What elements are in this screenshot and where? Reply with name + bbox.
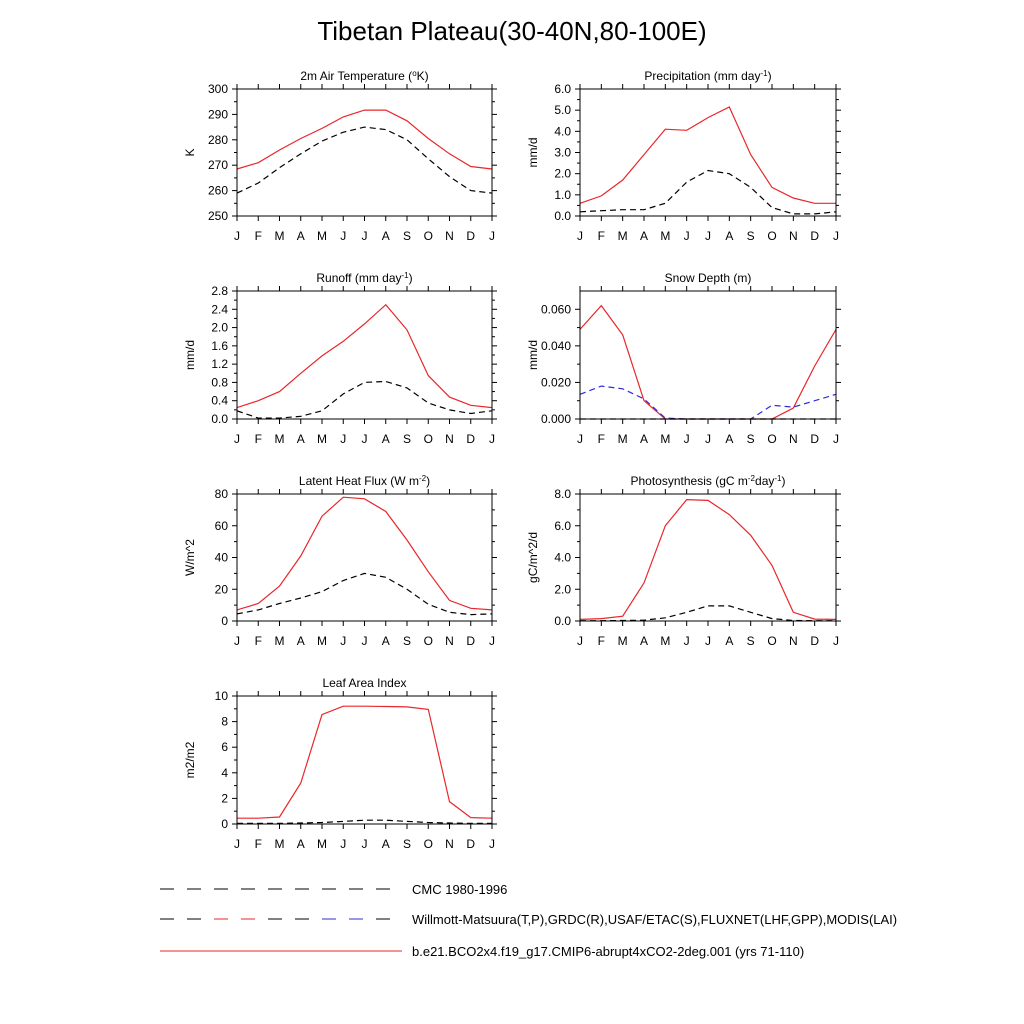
x-tick-label: J (340, 229, 347, 243)
y-tick-label: 2 (221, 791, 228, 806)
x-tick-label: M (274, 432, 285, 446)
panel-title (300, 69, 428, 84)
y-tick-label: 1.0 (554, 187, 571, 202)
legend-label: CMC 1980-1996 (412, 882, 508, 897)
x-tick-label: J (234, 837, 240, 851)
series-line-obs (237, 382, 492, 419)
x-tick-label: F (254, 229, 262, 243)
panel-title-text: ) (767, 69, 772, 83)
panel-2 (526, 69, 841, 244)
x-tick-label: M (274, 837, 285, 851)
panel-title-text: day (755, 474, 775, 488)
x-tick-label: O (423, 634, 433, 648)
legend-label: Willmott-Matsuura(T,P),GRDC(R),USAF/ETAC(S),FLUXNET(LHF,GPP),MODIS(LAI) (412, 912, 898, 927)
y-tick-label: 6.0 (554, 82, 571, 96)
x-tick-label: J (705, 634, 711, 648)
y-tick-label: 280 (207, 132, 228, 147)
x-tick-label: J (705, 229, 711, 243)
y-tick-label: 0.060 (540, 302, 571, 317)
y-axis-label: m2/m2 (183, 741, 197, 779)
plot-frame (237, 291, 492, 419)
x-tick-label: M (317, 229, 327, 243)
x-tick-label: A (639, 229, 649, 243)
x-tick-label: D (466, 432, 476, 446)
x-tick-label: A (296, 837, 305, 851)
series-line-obs (237, 820, 492, 823)
x-tick-label: M (660, 229, 671, 243)
y-tick-label: 3.0 (554, 145, 571, 160)
legend-label: b.e21.BCO2x4.f19_g17.CMIP6-abrupt4xCO2-2deg.001 (yrs 71-110) (412, 944, 805, 959)
series-line-obs (237, 127, 492, 193)
y-tick-label: 1.2 (211, 357, 228, 372)
x-tick-label: J (234, 634, 240, 648)
panel-title (316, 271, 412, 286)
y-tick-label: 0.000 (540, 412, 571, 426)
y-tick-label: 1.6 (211, 338, 228, 353)
panel-title-text: Precipitation (mm day (644, 69, 761, 83)
y-axis-label: K (183, 148, 197, 157)
y-tick-label: 300 (207, 82, 228, 96)
panel-title-text: Runoff (mm day (316, 271, 402, 285)
x-tick-label: N (445, 837, 454, 851)
y-tick-label: 8.0 (554, 487, 571, 501)
legend (160, 882, 897, 959)
x-tick-label: J (361, 432, 368, 446)
y-tick-label: 8 (221, 714, 228, 729)
x-tick-label: A (381, 634, 390, 648)
x-tick-label: F (597, 229, 606, 243)
x-tick-label: J (361, 229, 368, 243)
x-tick-label: F (597, 432, 606, 446)
x-tick-label: M (617, 634, 628, 648)
y-axis-label: W/m^2 (183, 539, 197, 576)
x-tick-label: J (489, 229, 495, 243)
x-tick-label: F (254, 837, 262, 851)
series-line-model (237, 305, 492, 408)
x-tick-label: J (577, 634, 583, 648)
x-tick-label: D (810, 432, 820, 446)
series-line-model (237, 110, 492, 169)
panel-title (322, 676, 406, 690)
y-tick-label: 0.0 (554, 614, 571, 628)
panel-title-text: Photosynthesis (gC m (630, 474, 748, 488)
x-tick-label: F (254, 432, 262, 446)
y-tick-label: 2.0 (554, 582, 571, 597)
series-line-model (237, 497, 492, 610)
x-tick-label: J (705, 432, 711, 446)
y-tick-label: 20 (214, 582, 228, 597)
y-tick-label: 2.8 (211, 284, 228, 298)
x-tick-label: A (725, 229, 734, 243)
y-axis-label: mm/d (183, 340, 197, 370)
x-tick-label: O (767, 432, 777, 446)
x-tick-label: M (617, 229, 628, 243)
x-tick-label: M (317, 432, 327, 446)
y-tick-label: 0.0 (554, 209, 571, 223)
x-tick-label: A (296, 634, 305, 648)
y-tick-label: 0.4 (211, 393, 228, 408)
plot-frame (580, 494, 836, 621)
legend-item (160, 912, 897, 927)
y-tick-label: 80 (214, 487, 228, 501)
series-line-obs (580, 171, 836, 214)
x-tick-label: J (833, 229, 839, 243)
y-axis-label: mm/d (526, 340, 540, 370)
x-tick-label: S (402, 229, 412, 243)
x-tick-label: J (577, 229, 583, 243)
x-tick-label: M (274, 634, 285, 648)
panel-title-text: Snow Depth (m) (664, 271, 752, 285)
x-tick-label: O (767, 229, 777, 243)
panel-title-text: ) (426, 474, 431, 488)
panel-title-text: Latent Heat Flux (W m (298, 474, 419, 488)
x-tick-label: J (234, 432, 240, 446)
y-tick-label: 4 (221, 765, 228, 780)
series-line-obs (237, 573, 492, 614)
x-tick-label: A (725, 432, 734, 446)
y-tick-label: 5.0 (554, 103, 571, 118)
x-tick-label: M (660, 634, 671, 648)
panel-6 (526, 474, 841, 649)
x-tick-label: N (445, 432, 454, 446)
y-tick-label: 290 (207, 107, 228, 122)
x-tick-label: J (361, 837, 368, 851)
y-tick-label: 2.0 (211, 320, 228, 335)
x-tick-label: M (274, 229, 285, 243)
y-tick-label: 250 (207, 209, 228, 223)
x-tick-label: O (767, 634, 777, 648)
series-line-model (237, 706, 492, 818)
y-tick-label: 0.020 (540, 375, 571, 390)
panel-4 (526, 271, 841, 446)
x-tick-label: A (296, 432, 305, 446)
x-tick-label: M (317, 837, 327, 851)
x-tick-label: S (746, 229, 755, 243)
x-tick-label: M (660, 432, 671, 446)
y-tick-label: 60 (214, 518, 228, 533)
y-tick-label: 270 (207, 158, 228, 173)
panel-title (665, 271, 752, 285)
x-tick-label: J (833, 432, 839, 446)
y-tick-label: 4.0 (554, 124, 571, 139)
x-tick-label: S (746, 432, 755, 446)
x-tick-label: D (466, 634, 476, 648)
x-tick-label: F (254, 634, 262, 648)
figure-title: Tibetan Plateau(30-40N,80-100E) (317, 16, 707, 46)
x-tick-label: J (489, 432, 495, 446)
x-tick-label: O (423, 432, 433, 446)
series-line-obs_blue (580, 386, 836, 419)
y-tick-label: 40 (214, 550, 228, 565)
panel-title-text: Leaf Area Index (322, 676, 407, 690)
x-tick-label: J (361, 634, 368, 648)
panel-title (299, 474, 430, 489)
panel-title-sup: -1 (774, 473, 782, 483)
panel-3 (183, 271, 497, 447)
y-tick-label: 0 (221, 817, 228, 831)
y-axis-label: mm/d (526, 137, 540, 168)
x-tick-label: J (340, 634, 347, 648)
panel-title-text: ) (408, 271, 413, 285)
panel-title-sup: -1 (401, 270, 409, 280)
y-tick-label: 0.040 (540, 338, 571, 353)
x-tick-label: A (725, 634, 734, 648)
x-tick-label: D (466, 837, 476, 851)
y-tick-label: 0.8 (211, 375, 228, 390)
x-tick-label: M (317, 634, 327, 648)
y-tick-label: 260 (207, 183, 228, 198)
x-tick-label: F (597, 634, 606, 648)
panel-title-text: ) (781, 474, 786, 488)
y-tick-label: 0 (221, 614, 228, 628)
x-tick-label: A (639, 432, 649, 446)
x-tick-label: J (577, 432, 583, 446)
series-line-model (580, 306, 836, 419)
panel-title-sup: -1 (760, 68, 768, 78)
x-tick-label: A (639, 634, 649, 648)
plot-frame (580, 89, 836, 216)
x-tick-label: N (788, 229, 798, 243)
x-tick-label: S (402, 432, 412, 446)
x-tick-label: A (381, 229, 390, 243)
panel-1 (183, 69, 497, 244)
panel-7 (183, 676, 497, 851)
panel-title-text: K) (416, 69, 429, 83)
panel-title-sup: -2 (747, 473, 756, 483)
x-tick-label: J (683, 229, 690, 243)
x-tick-label: O (423, 837, 433, 851)
x-tick-label: J (683, 432, 690, 446)
panel-title (631, 474, 786, 489)
x-tick-label: A (381, 432, 390, 446)
x-tick-label: N (788, 634, 798, 648)
y-tick-label: 2.0 (554, 166, 571, 181)
y-axis-label: gC/m^2/d (526, 532, 540, 583)
x-tick-label: J (489, 634, 495, 648)
x-tick-label: A (381, 837, 390, 851)
x-tick-label: J (340, 432, 347, 446)
x-tick-label: D (810, 229, 820, 243)
x-tick-label: N (445, 229, 454, 243)
y-tick-label: 10 (214, 689, 228, 703)
x-tick-label: S (402, 837, 412, 851)
y-tick-label: 2.4 (211, 302, 228, 317)
series-line-model (580, 500, 836, 620)
x-tick-label: J (833, 634, 839, 648)
x-tick-label: J (340, 837, 347, 851)
y-tick-label: 6 (221, 740, 228, 755)
y-tick-label: 4.0 (554, 550, 571, 565)
x-tick-label: J (234, 229, 240, 243)
panel-title (644, 69, 771, 84)
x-tick-label: J (683, 634, 690, 648)
x-tick-label: M (617, 432, 628, 446)
x-tick-label: N (788, 432, 798, 446)
x-tick-label: D (810, 634, 820, 648)
legend-item (160, 944, 804, 959)
x-tick-label: N (445, 634, 454, 648)
x-tick-label: O (423, 229, 433, 243)
panel-5 (183, 474, 497, 649)
y-tick-label: 0.0 (211, 412, 228, 426)
x-tick-label: J (489, 837, 495, 851)
x-tick-label: S (402, 634, 412, 648)
series-line-model (580, 107, 836, 203)
panel-title-sup: o (412, 68, 417, 78)
y-tick-label: 6.0 (554, 518, 571, 533)
legend-item (160, 882, 507, 897)
x-tick-label: A (296, 229, 305, 243)
x-tick-label: S (746, 634, 755, 648)
x-tick-label: D (466, 229, 476, 243)
panel-title-sup: -2 (418, 473, 427, 483)
panel-title-text: 2m Air Temperature ( (300, 69, 413, 83)
